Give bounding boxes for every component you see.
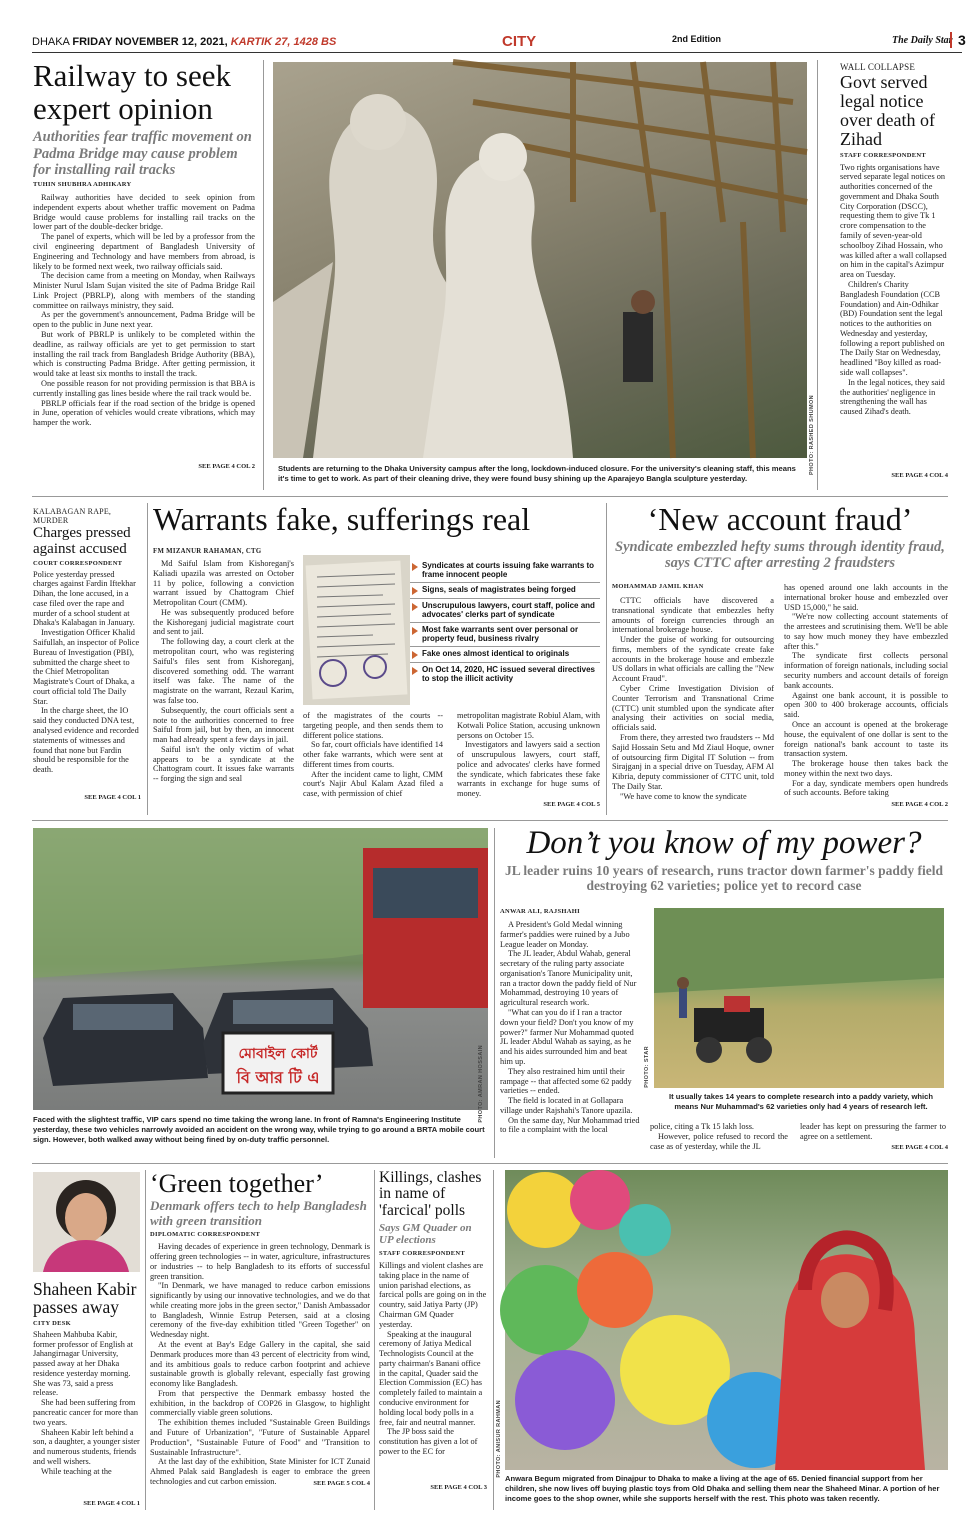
polls-deck: Says GM Quader on UP elections <box>379 1221 472 1247</box>
power-headline: Don’t you know of my power? <box>526 825 922 861</box>
kalabagan-see-page: SEE PAGE 4 COL 1 <box>84 793 141 801</box>
power-see-page: SEE PAGE 4 COL 4 <box>891 1144 948 1151</box>
green-see-page: SEE PAGE 5 COL 4 <box>313 1480 370 1488</box>
kalabagan-body: Police yesterday pressed charges against Fardin Iftekhar Dihan, the lone accused, in a case filed over the rape and murder of a school student at Dhaka's Kalabagan in January. Investigation Officer Khalid Saifullah, an inspector of Police Bureau of Investigation (PBI), submitted the charge sheet to the Chief Metropolitan Magistrate's Court of Dhaka, a court official told The Daily Star. In the charge sheet, the IO said they conducted DNA test, analysed evidence and recorded statements of witnesses and found that none but Fardin should be responsible for the death. <box>33 569 140 775</box>
dateline-day: FRIDAY NOVEMBER 12, 2021, <box>72 36 228 48</box>
warrants-col2: of the magistrates of the courts -- targeting people, and then sends them to different police stations. So far, court officials have identified 14 other fake warrants, which were sent at different times from courts. After the incident came to light, CMM court's Najir Abul Kalam Azad filed a case, with permission of chief <box>303 711 443 799</box>
fraud-headline: ‘New account fraud’ <box>647 501 913 537</box>
sculpture-illustration <box>273 62 807 458</box>
power-byline: ANWAR ALI, RAJSHAHI <box>500 908 580 915</box>
polls-headline: Killings, clashes in name of 'farcical' polls <box>379 1169 482 1219</box>
balloon-caption: Anwara Begum migrated from Dinajpur to Dhaka to make a living at the age of 65. Denied financial support from her children, she now lives off buying plastic toys from Old Dhaka and selling them near the Shaheed Minar. A portion of her income goes to the shop owner, while she supports herself with the rest. This photo was taken recently. <box>505 1474 940 1503</box>
polls-see-page: SEE PAGE 4 COL 3 <box>430 1484 487 1492</box>
obit-see-page: SEE PAGE 4 COL 1 <box>83 1499 140 1507</box>
balloon-photo-credit: PHOTO: ANISUR RAHMAN <box>496 1400 502 1478</box>
green-story <box>150 1170 370 1510</box>
fact-item: Unscrupulous lawyers, court staff, police and advocates' clerks part of syndicate <box>410 599 600 623</box>
fraud-deck: Syndicate embezzled hefty sums through identity fraud, says CTTC after arresting 2 fraudsters <box>615 538 945 572</box>
dateline-city: DHAKA <box>32 36 70 48</box>
warrants-col1: Md Saiful Islam from Kishoreganj's Kaliadi upazila was arrested on October 11 by police, following a conviction warrant issued by Chattogram Chief Metropolitan Court (CMM). He was subsequently produced before the Kishoreganj judicial magistrate court and sent to jail. The following day, a court clerk at the metropolitan court, who was registering Saiful's files sent from Kishoreganj, discovered something odd. The warrant itself was fake. The name of the magistrate on the warrant, Rezaul Karim, was false too. Subsequently, the court officials sent a note to the authorities concerned to free Saiful from jail, but by then, an innocent man had already spent a few days in jail. Saiful isn't the only victim of what appears to be a syndicate at the Chattogram court. It issues fake warrants -- forging the sign and seal <box>153 559 294 784</box>
balloon-illustration <box>505 1170 948 1470</box>
wall-byline: STAFF CORRESPONDENT <box>840 151 927 159</box>
fact-item: Fake ones almost identical to originals <box>410 647 600 662</box>
edition: 2nd Edition <box>672 34 721 44</box>
fraud-col2: has opened around one lakh accounts in the international broker house and embezzled over USD 15,000," he said. "We're now collecting account statements of the arrestees and scrutinising them. We'll be able to say how much money they have embezzled after this." The syndicate first collects personal information of foreign nationals, including social security numbers and account details of foreign bank accounts. Against one bank account, it is possible to open 300 to 400 brokerage accounts, officials said. Once an account is opened at the brokerage house, the equivalent of one dollar is sent to the foreign national's bank account to taste its transaction system. The brokerage house then takes back the money within the next two days. For a day, syndicate members open hundreds of such accounts. Before taking <box>784 583 948 798</box>
obit-byline: CITY DESK <box>33 1319 72 1327</box>
power-col2: police, citing a Tk 15 lakh loss. However, police refused to record the case as of yesterday, while the JL <box>650 1122 788 1151</box>
wall-kicker: WALL COLLAPSE <box>840 62 916 72</box>
traffic-caption: Faced with the slightest traffic, VIP cars spend no time taking the wrong lane. In front of Ramna's Engineering Institute yesterday, these two vehicles narrowly avoided an accident on the wrong way, while trying to go around a BRTA mobile court sign. However, both walked away without being fined by on-duty traffic personnel. <box>33 1115 485 1144</box>
warrants-byline: FM MIZANUR RAHAMAN, CTG <box>153 548 262 555</box>
green-headline: ‘Green together’ <box>150 1169 324 1198</box>
green-deck: Denmark offers tech to help Bangladesh with green transition <box>150 1198 367 1229</box>
wall-body: Two rights organisations have served separate legal notices on authorities concerned of the government and Dhaka South City Corporation (DSCC), requesting them to give Tk 1 crore compensation to the family of seven-year-old schoolboy Zihad Hossain, who was killed after a wall collapsed on him in the capital's Azimpur area on Tuesday. Children's Charity Bangladesh Foundation (CCB Foundation) and Ain-Odhikar (BD) Foundation sent the legal notices to the authorities on Wednesday and yesterday, following a report published on The Daily Star on Wednesday, headlined "Boy killed as road-side wall collapses". In the legal notices, they said the authorities' negligence in strengthening the wall has caused Zihad's death. <box>840 162 947 417</box>
railway-headline: Railway to seek expert opinion <box>33 58 232 126</box>
kalabagan-byline: COURT CORRESPONDENT <box>33 559 123 567</box>
balloon-photo <box>505 1170 948 1470</box>
sculpture-photo <box>273 62 807 458</box>
fraud-story <box>612 503 948 813</box>
obit-portrait <box>33 1172 140 1272</box>
sculpture-caption: Students are returning to the Dhaka University campus after the long, lockdown-induced closure. For the university's cleaning staff, this means it's time to get to work. As part of their cleaning drive, they were found busy shining up the Aparajeyo Bangla sculpture yesterday. <box>278 464 796 483</box>
warrants-headline: Warrants fake, sufferings real <box>153 501 531 537</box>
tractor-caption: It usually takes 14 years to complete research into a paddy variety, which means Nur Muhammad's 62 varieties only had 4 years of research left. <box>668 1092 934 1111</box>
traffic-photo <box>33 828 488 1110</box>
wall-see-page: SEE PAGE 4 COL 4 <box>891 471 948 479</box>
dateline-bangla: KARTIK 27, 1428 BS <box>230 36 337 48</box>
power-col3: leader has kept on pressuring the farmer to agree on a settlement. <box>800 1122 946 1141</box>
railway-body: Railway authorities have decided to seek opinion from independent experts about whether traffic movement on Padma Bridge would cause problems for installing rail tracks on the lower part of the double-decker bridge. The panel of experts, which will be led by a professor from the civil engineering department of Bangladesh University of Engineering and Technology and have members from abroad, is likely to be formed next week, two railway officials said. The decision came from a meeting on Monday, when Railways Minister Nurul Islam Sujan visited the site of Padma Bridge Rail Link Project (PBRLP), along with members of the standing committee on railways ministry, they said. As per the government's announcement, Padma Bridge will be open to the public in June next year. But work of PBRLP is unlikely to be completed within the deadline, as railway officials are yet to get permission to start installing the rail track from Bangladesh Bridge Authority (BBA), which is constructing Padma Bridge. After getting permission, it would take at least six months to install the track. One possible reason for not providing permission is that BBA is currently installing gas lines beside where the rail track would be. PBRLP officials fear if the road section of the bridge is opened in June, operation of vehicles would create vibrations, which may hamper the work. <box>33 193 255 428</box>
warrants-story <box>153 503 600 813</box>
fact-item: Most fake warrants sent over personal or property feud, business rivalry <box>410 623 600 647</box>
portrait-illustration <box>33 1172 140 1272</box>
fact-item: Signs, seals of magistrates being forged <box>410 583 600 598</box>
polls-byline: STAFF CORRESPONDENT <box>379 1250 466 1258</box>
warrants-col3: metropolitan magistrate Robiul Alam, with Kotwali Police Station, accusing unknown persons on October 15. Investigators and lawyers said a section of unscrupulous lawyers, court staff, police and advocates' clerks have formed the syndicate, which fabricates these fake warrants in exchange for huge sums of money. <box>457 711 600 799</box>
fraud-see-page: SEE PAGE 4 COL 2 <box>891 801 948 808</box>
warrants-factbox <box>410 559 600 686</box>
green-byline: DIPLOMATIC CORRESPONDENT <box>150 1231 261 1239</box>
wall-story <box>840 62 948 490</box>
page-number: 3 <box>950 32 966 48</box>
obit-body: Shaheen Mahbuba Kabir, former professor of English at Jahangirnagar University, passed away at her Dhaka residence yesterday morning. She was 73, said a press release. She had been suffering from pancreatic cancer for more than two years. Shaheen Kabir left behind a son, a daughter, a younger sister and numerous students, friends and well wishers. While teaching at the <box>33 1329 140 1476</box>
kalabagan-story <box>33 507 141 809</box>
power-col1: A President's Gold Medal winning farmer's paddies were ruined by a Jubo League leader on Monday. The JL leader, Abdul Wahab, general secretary of the ruling party associate organisation's Tanore Municipality unit, ran a tractor down the paddy field of Nur Mohammad, destroying 10 years of agricultural research work. "What can you do if I ran a tractor down your field? Don't you know of my power?" farmer Nur Mohammad quoted JL leader Abdul Wahab as saying, as he and his aides surrounded him and beat him up. They also restrained him until their rampage -- that affected some 62 paddy varieties -- ended. The field is located in at Gollapara village under Rajshahi's Tanore upazila. On the same day, Nur Mohammad tried to file a complaint with the local <box>500 920 640 1135</box>
fact-item: Syndicates at courts issuing fake warrants to frame innocent people <box>410 559 600 583</box>
polls-body: Killings and violent clashes are taking place in the name of union parishad elections, as farcical polls are going on in the country, said Jatiya Party (JP) Chairman GM Quader yesterday. Speaking at the inaugural ceremony of Jatiya Medical Technologists Council at the party chairman's Banani office in the capital, Quader said the Election Commission (EC) has completely failed to maintain a conducive environment for holding local body polls in a free, fair and neutral manner. The JP boss said the constitution has given a lot of power to the EC for <box>379 1261 487 1456</box>
traffic-photo-credit: PHOTO: AMRAN HOSSAIN <box>478 1045 484 1123</box>
warrants-see-page: SEE PAGE 4 COL 5 <box>543 801 600 808</box>
fraud-byline: MOHAMMAD JAMIL KHAN <box>612 583 704 590</box>
power-deck: JL leader ruins 10 years of research, runs tractor down farmer's paddy field destroying 62 varieties; police yet to record case <box>504 862 944 894</box>
fact-item: On Oct 14, 2020, HC issued several directives to stop the illicit activity <box>410 663 600 686</box>
fake-warrant-image <box>303 555 410 705</box>
railway-byline: TUHIN SHUBHRA ADHIKARY <box>33 181 132 189</box>
sculpture-photo-credit: PHOTO: RASHED SHUMON <box>809 395 815 476</box>
sign-line-2: বি আর টি এ <box>236 1068 320 1087</box>
section-name: CITY <box>502 33 537 50</box>
traffic-illustration <box>33 828 488 1110</box>
polls-story <box>379 1170 487 1510</box>
obit-headline: Shaheen Kabir passes away <box>33 1279 137 1318</box>
power-story <box>500 826 948 1156</box>
kalabagan-kicker: KALABAGAN RAPE, MURDER <box>33 507 112 525</box>
sign-line-1: মোবাইল কোর্ট <box>238 1046 318 1062</box>
fraud-col1: CTTC officials have discovered a transnational syndicate that embezzles hefty amounts of foreign currencies through an international brokerage house. Under the guise of working for outsourcing firms, members of the syndicate create fake accounts in the brokerage house and embezzle US dollars in what officials are calling the "New Account Fraud". Cyber Crime Investigation Division of Counter Terrorism and Transnational Crime (CTTC) unit stumbled upon the syndicate after analysing their activities on social media, officials said. From there, they arrested two fraudsters -- Md Sajid Hossain Setu and Md Ziaul Hoque, owner of outsourcing firm Digital IT Solution -- from Sirajganj in a special drive on Tuesday, AFM Al Kibria, deputy commissioner of CTTC unit, told The Daily Star. "We have come to know the syndicate <box>612 596 774 801</box>
tractor-photo <box>654 908 944 1088</box>
tractor-photo-credit: PHOTO: STAR <box>644 1046 650 1088</box>
paper-logo: The Daily Star <box>892 35 953 46</box>
green-body: Having decades of experience in green technology, Denmark is offering green technologies -- in water, agriculture, infrastructures or industries -- to help Bangladesh to its efforts of successful green transition. "In Denmark, we have managed to reduce carbon emissions significantly by using our innovative technologies, and we do that while creating more jobs in the green sector," Danish Ambassador to Bangladesh, Winnie Estrup Petersen, said at a closing ceremony of the five-day exhibition titled "Green Together" on Wednesday night. At the event at Bay's Edge Gallery in the capital, she said Denmark produces more than 43 percent of electricity from wind, and its ambitious goals to reduce carbon footprint and achieve sustainable growth is globally relevant, especially fast growing economy like Bangladesh. From that perspective the Denmark embassy hosted the exhibition, in the backdrop of COP26 in Glasgow, to highlight commercially viable green solutions. The exhibition themes included "Sustainable Green Buildings and Future of Urbanization", "Future of Sustainable Apparel Production", "Sustainable Future of Food" and "Transition to Sustainable Infrastructure". At the last day of the exhibition, State Minister for ICT Zunaid Ahmed Palak said Bangladesh is eager to embrace the green technologies and cut carbon emission. <box>150 1242 370 1486</box>
railway-see-page: SEE PAGE 4 COL 2 <box>198 463 255 471</box>
obit-story <box>33 1172 140 1508</box>
railway-story <box>33 60 255 490</box>
railway-deck: Authorities fear traffic movement on Padma Bridge may cause problem for installing rail tracks <box>33 129 252 179</box>
warrant-document-illustration <box>303 555 410 705</box>
wall-headline: Govt served legal notice over death of Zihad <box>840 72 935 149</box>
masthead <box>32 32 966 53</box>
tractor-illustration <box>654 908 944 1088</box>
kalabagan-headline: Charges pressed against accused <box>33 525 131 557</box>
